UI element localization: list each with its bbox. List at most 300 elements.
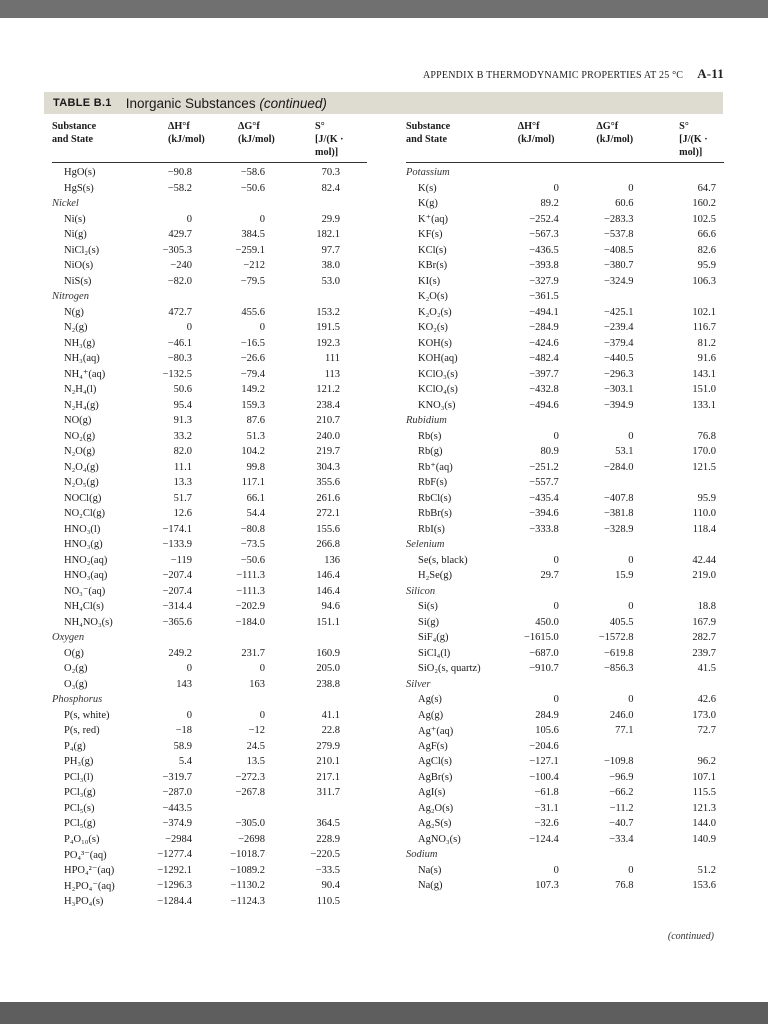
entropy-cell: −33.5 xyxy=(315,864,340,876)
group-label: Phosphorus xyxy=(52,694,103,706)
entropy-cell: 210.7 xyxy=(316,415,340,427)
gibbs-cell: 0 xyxy=(259,709,265,721)
gibbs-cell: −2698 xyxy=(238,833,265,845)
table-row xyxy=(52,506,367,522)
entropy-cell: 219.0 xyxy=(692,570,716,582)
enthalpy-cell: 12.6 xyxy=(173,508,192,520)
gibbs-cell: −259.1 xyxy=(235,244,265,256)
entropy-cell: 182.1 xyxy=(316,229,340,241)
group-label: Nickel xyxy=(52,198,79,210)
table-group-heading xyxy=(52,692,367,708)
gibbs-cell: −272.3 xyxy=(235,771,265,783)
entropy-cell: 170.0 xyxy=(692,446,716,458)
table-group-heading xyxy=(406,537,724,553)
enthalpy-cell: 143 xyxy=(176,678,192,690)
substance-cell: RbI(s) xyxy=(418,523,445,535)
substance-cell: KNO₃(s) xyxy=(418,399,456,411)
table-header-left xyxy=(52,120,367,162)
table-row xyxy=(406,475,724,491)
entropy-cell: 146.4 xyxy=(316,585,340,597)
substance-cell: Na(g) xyxy=(418,880,443,892)
entropy-cell: 22.8 xyxy=(321,725,340,737)
substance-cell: Na(s) xyxy=(418,864,442,876)
substance-cell: SiCl₄(l) xyxy=(418,647,451,659)
entropy-cell: 94.6 xyxy=(321,601,340,613)
entropy-cell: 97.7 xyxy=(321,244,340,256)
table-row xyxy=(406,429,724,445)
substance-cell: NO(g) xyxy=(64,415,92,427)
entropy-cell: 111 xyxy=(325,353,340,365)
substance-cell: PCl₅(s) xyxy=(64,802,95,814)
table-caption xyxy=(126,96,327,111)
enthalpy-cell: −119 xyxy=(170,554,192,566)
gibbs-cell: 53.1 xyxy=(615,446,634,458)
gibbs-cell: −111.3 xyxy=(236,570,265,582)
table-row xyxy=(406,816,724,832)
gibbs-cell: 51.3 xyxy=(246,430,265,442)
entropy-cell: 272.1 xyxy=(316,508,340,520)
entropy-cell: 95.9 xyxy=(697,260,716,272)
table-row xyxy=(52,832,367,848)
table-row xyxy=(406,646,724,662)
gibbs-cell: −58.6 xyxy=(240,167,265,179)
gibbs-cell: −73.5 xyxy=(240,539,265,551)
group-label: Potassium xyxy=(406,167,450,179)
entropy-cell: 160.9 xyxy=(316,647,340,659)
substance-cell: NiO(s) xyxy=(64,260,94,272)
group-label: Silver xyxy=(406,678,431,690)
table-row xyxy=(406,491,724,507)
entropy-cell: 42.44 xyxy=(692,554,716,566)
entropy-cell: 261.6 xyxy=(316,492,340,504)
enthalpy-cell: −393.8 xyxy=(529,260,559,272)
table-row xyxy=(52,599,367,615)
table-row xyxy=(52,739,367,755)
header-entropy: S° [J/(K · mol)] xyxy=(315,121,344,158)
gibbs-cell: −33.4 xyxy=(609,833,634,845)
running-head-text: APPENDIX B THERMODYNAMIC PROPERTIES AT 25 °C xyxy=(422,70,684,81)
enthalpy-cell: 29.7 xyxy=(540,570,559,582)
entropy-cell: 38.0 xyxy=(321,260,340,272)
enthalpy-cell: −319.7 xyxy=(162,771,192,783)
enthalpy-cell: 5.4 xyxy=(178,756,192,768)
entropy-cell: 364.5 xyxy=(316,818,340,830)
table-row xyxy=(406,692,724,708)
gibbs-cell: −202.9 xyxy=(235,601,265,613)
table-row xyxy=(406,801,724,817)
enthalpy-cell: 429.7 xyxy=(168,229,192,241)
substance-cell: KClO₄(s) xyxy=(418,384,458,396)
substance-cell: NOCl(g) xyxy=(64,492,102,504)
table-row xyxy=(52,661,367,677)
table-column-right xyxy=(406,120,724,894)
gibbs-cell: −324.9 xyxy=(603,275,634,287)
enthalpy-cell: −284.9 xyxy=(529,322,559,334)
substance-cell: NiS(s) xyxy=(64,275,92,287)
table-row xyxy=(52,568,367,584)
enthalpy-cell: −314.4 xyxy=(162,601,192,613)
enthalpy-cell: −494.6 xyxy=(529,399,559,411)
substance-cell: NH₃(g) xyxy=(64,337,96,349)
table-row xyxy=(52,181,367,197)
gibbs-cell: −212 xyxy=(243,260,265,272)
gibbs-cell: −184.0 xyxy=(235,616,265,628)
table-row xyxy=(406,351,724,367)
substance-cell: N₂H₄(l) xyxy=(64,384,97,396)
entropy-cell: 41.1 xyxy=(321,709,340,721)
table-row xyxy=(406,708,724,724)
entropy-cell: 96.2 xyxy=(697,756,716,768)
entropy-cell: 279.9 xyxy=(316,740,340,752)
gibbs-cell: −1124.3 xyxy=(230,895,265,907)
table-row xyxy=(406,227,724,243)
substance-cell: K₂O₂(s) xyxy=(418,306,452,318)
entropy-cell: 102.5 xyxy=(692,213,716,225)
enthalpy-cell: −557.7 xyxy=(529,477,559,489)
group-label: Oxygen xyxy=(52,632,85,644)
enthalpy-cell: −1615.0 xyxy=(524,632,559,644)
entropy-cell: 219.7 xyxy=(316,446,340,458)
enthalpy-cell: −80.3 xyxy=(167,353,192,365)
substance-cell: KI(s) xyxy=(418,275,441,287)
table-row xyxy=(52,382,367,398)
top-frame xyxy=(0,0,768,18)
substance-cell: Se(s, black) xyxy=(418,554,468,566)
entropy-cell: 53.0 xyxy=(321,275,340,287)
gibbs-cell: −394.9 xyxy=(603,399,634,411)
enthalpy-cell: −207.4 xyxy=(162,585,192,597)
enthalpy-cell: 0 xyxy=(553,601,559,613)
enthalpy-cell: 0 xyxy=(186,322,192,334)
enthalpy-cell: −435.4 xyxy=(529,492,559,504)
table-body-left xyxy=(52,165,367,909)
enthalpy-cell: −443.5 xyxy=(162,802,192,814)
enthalpy-cell: −82.0 xyxy=(167,275,192,287)
table-row xyxy=(406,723,724,739)
enthalpy-cell: 0 xyxy=(186,213,192,225)
entropy-cell: 217.1 xyxy=(316,771,340,783)
table-row xyxy=(406,754,724,770)
substance-cell: KCl(s) xyxy=(418,244,447,256)
table-row xyxy=(52,584,367,600)
entropy-cell: 228.9 xyxy=(316,833,340,845)
enthalpy-cell: 91.3 xyxy=(173,415,192,427)
enthalpy-cell: 107.3 xyxy=(535,880,559,892)
gibbs-cell: 246.0 xyxy=(609,709,634,721)
enthalpy-cell: −1296.3 xyxy=(157,880,192,892)
gibbs-cell: −407.8 xyxy=(603,492,634,504)
enthalpy-cell: −174.1 xyxy=(162,523,192,535)
enthalpy-cell: −46.1 xyxy=(167,337,192,349)
enthalpy-cell: −1292.1 xyxy=(157,864,192,876)
enthalpy-cell: −327.9 xyxy=(529,275,559,287)
gibbs-cell: 24.5 xyxy=(246,740,265,752)
enthalpy-cell: 33.2 xyxy=(173,430,192,442)
entropy-cell: 115.5 xyxy=(692,787,716,799)
gibbs-cell: 60.6 xyxy=(615,198,634,210)
group-label: Sodium xyxy=(406,849,438,861)
gibbs-cell: −379.4 xyxy=(603,337,634,349)
enthalpy-cell: −333.8 xyxy=(529,523,559,535)
table-caption-main: Inorganic Substances xyxy=(125,95,260,111)
substance-cell: Ag(s) xyxy=(418,694,442,706)
gibbs-cell: −1130.2 xyxy=(230,880,265,892)
substance-cell: Rb(s) xyxy=(418,430,442,442)
table-row xyxy=(52,847,367,863)
gibbs-cell: −305.0 xyxy=(235,818,265,830)
substance-cell: Rb⁺(aq) xyxy=(418,462,453,474)
table-row xyxy=(406,444,724,460)
substance-cell: Ag⁺(aq) xyxy=(418,725,454,737)
table-row xyxy=(52,212,367,228)
table-group-heading xyxy=(406,847,724,863)
gibbs-cell: −537.8 xyxy=(603,229,634,241)
substance-cell: N₂O₅(g) xyxy=(64,477,99,489)
table-row xyxy=(406,522,724,538)
header-substance: Substance and State xyxy=(52,121,97,145)
table-row xyxy=(52,553,367,569)
enthalpy-cell: −482.4 xyxy=(529,353,559,365)
table-row xyxy=(406,305,724,321)
group-label: Rubidium xyxy=(406,415,447,427)
enthalpy-cell: −305.3 xyxy=(162,244,192,256)
entropy-cell: −220.5 xyxy=(310,849,340,861)
substance-cell: AgNO₃(s) xyxy=(418,833,461,845)
enthalpy-cell: 0 xyxy=(186,663,192,675)
substance-cell: NO₃⁻(aq) xyxy=(64,586,106,598)
substance-cell: AgI(s) xyxy=(418,787,446,799)
gibbs-cell: −12 xyxy=(248,725,265,737)
enthalpy-cell: −127.1 xyxy=(529,756,559,768)
gibbs-cell: 0 xyxy=(628,864,634,876)
table-row xyxy=(52,878,367,894)
table-caption-continued: (continued) xyxy=(259,95,327,111)
gibbs-cell: −425.1 xyxy=(603,306,634,318)
enthalpy-cell: −424.6 xyxy=(529,337,559,349)
entropy-cell: 113 xyxy=(324,368,340,380)
enthalpy-cell: −374.9 xyxy=(162,818,192,830)
substance-cell: Ni(g) xyxy=(64,229,87,241)
gibbs-cell: −619.8 xyxy=(603,647,634,659)
substance-cell: RbCl(s) xyxy=(418,492,452,504)
enthalpy-cell: −31.1 xyxy=(534,802,559,814)
gibbs-cell: 13.5 xyxy=(246,756,265,768)
substance-cell: Ag(g) xyxy=(418,709,444,721)
enthalpy-cell: −910.7 xyxy=(529,663,559,675)
substance-cell: P₄O₁₀(s) xyxy=(64,833,100,845)
table-row xyxy=(52,274,367,290)
enthalpy-cell: −32.6 xyxy=(534,818,559,830)
enthalpy-cell: 11.1 xyxy=(174,461,192,473)
substance-cell: Si(g) xyxy=(418,616,439,628)
gibbs-cell: −40.7 xyxy=(609,818,634,830)
header-entropy: S° [J/(K · mol)] xyxy=(679,121,708,158)
substance-cell: HNO₃(aq) xyxy=(64,570,108,582)
table-row xyxy=(52,429,367,445)
table-row xyxy=(406,212,724,228)
gibbs-cell: 77.1 xyxy=(615,725,634,737)
table-row xyxy=(406,274,724,290)
entropy-cell: 173.0 xyxy=(692,709,716,721)
substance-cell: AgBr(s) xyxy=(418,771,453,783)
table-row xyxy=(406,615,724,631)
table-row xyxy=(406,367,724,383)
gibbs-cell: 66.1 xyxy=(246,492,265,504)
table-row xyxy=(52,460,367,476)
gibbs-cell: 99.8 xyxy=(246,461,265,473)
substance-cell: N₂(g) xyxy=(64,322,88,334)
entropy-cell: 41.5 xyxy=(697,663,716,675)
table-group-heading xyxy=(52,196,367,212)
enthalpy-cell: 13.3 xyxy=(173,477,192,489)
substance-cell: N₂H₄(g) xyxy=(64,399,99,411)
enthalpy-cell: 0 xyxy=(553,694,559,706)
substance-cell: HNO₂(aq) xyxy=(64,554,108,566)
gibbs-cell: 15.9 xyxy=(615,570,634,582)
table-row xyxy=(52,863,367,879)
gibbs-cell: −267.8 xyxy=(235,787,265,799)
table-row xyxy=(52,708,367,724)
table-row xyxy=(52,398,367,414)
enthalpy-cell: 89.2 xyxy=(540,198,559,210)
substance-cell: KBr(s) xyxy=(418,260,448,272)
entropy-cell: 42.6 xyxy=(697,694,716,706)
substance-cell: HNO₃(g) xyxy=(64,539,103,551)
entropy-cell: 81.2 xyxy=(697,337,716,349)
substance-cell: HgO(s) xyxy=(64,167,96,179)
enthalpy-cell: −251.2 xyxy=(529,461,559,473)
gibbs-cell: −96.9 xyxy=(609,771,634,783)
table-row xyxy=(52,413,367,429)
substance-cell: K(s) xyxy=(418,182,437,194)
entropy-cell: 304.3 xyxy=(316,461,340,473)
table-row xyxy=(406,739,724,755)
table-row xyxy=(52,723,367,739)
entropy-cell: 106.3 xyxy=(692,275,716,287)
gibbs-cell: −284.0 xyxy=(603,461,634,473)
enthalpy-cell: 249.2 xyxy=(168,647,192,659)
enthalpy-cell: 0 xyxy=(553,554,559,566)
table-group-heading xyxy=(52,630,367,646)
table-row xyxy=(52,367,367,383)
substance-cell: P(s, white) xyxy=(64,709,110,721)
gibbs-cell: −1572.8 xyxy=(598,632,634,644)
table-row xyxy=(52,491,367,507)
table-row xyxy=(406,770,724,786)
table-row xyxy=(406,661,724,677)
enthalpy-cell: −124.4 xyxy=(529,833,559,845)
enthalpy-cell: −432.8 xyxy=(529,384,559,396)
substance-cell: K(g) xyxy=(418,198,438,210)
substance-cell: P₄(g) xyxy=(64,740,86,752)
gibbs-cell: −50.6 xyxy=(240,554,265,566)
entropy-cell: 191.5 xyxy=(316,322,340,334)
substance-cell: K₂O(s) xyxy=(418,291,448,303)
entropy-cell: 140.9 xyxy=(692,833,716,845)
running-head xyxy=(423,66,724,82)
entropy-cell: 144.0 xyxy=(692,818,716,830)
substance-cell: NiCl₂(s) xyxy=(64,244,100,256)
table-row xyxy=(406,320,724,336)
table-row xyxy=(406,599,724,615)
enthalpy-cell: −90.8 xyxy=(167,167,192,179)
substance-cell: NO₂(g) xyxy=(64,430,96,442)
gibbs-cell: −79.5 xyxy=(240,275,265,287)
substance-cell: SiO₂(s, quartz) xyxy=(418,663,481,675)
entropy-cell: 151.0 xyxy=(692,384,716,396)
gibbs-cell: −1089.2 xyxy=(230,864,265,876)
gibbs-cell: 0 xyxy=(628,601,634,613)
gibbs-cell: 163 xyxy=(249,678,265,690)
enthalpy-cell: −204.6 xyxy=(529,740,559,752)
entropy-cell: 238.4 xyxy=(316,399,340,411)
table-row xyxy=(406,630,724,646)
table-row xyxy=(52,475,367,491)
gibbs-cell: 0 xyxy=(259,322,265,334)
substance-cell: AgF(s) xyxy=(418,740,448,752)
entropy-cell: 110.0 xyxy=(692,508,716,520)
header-rule xyxy=(406,162,724,163)
table-row xyxy=(52,754,367,770)
enthalpy-cell: −2984 xyxy=(165,833,192,845)
substance-cell: H₃PO₄(s) xyxy=(64,895,104,907)
entropy-cell: 121.3 xyxy=(692,802,716,814)
enthalpy-cell: −240 xyxy=(170,260,192,272)
enthalpy-cell: 472.7 xyxy=(168,306,192,318)
gibbs-cell: −296.3 xyxy=(603,368,634,380)
entropy-cell: 82.6 xyxy=(697,244,716,256)
gibbs-cell: 54.4 xyxy=(246,508,265,520)
table-row xyxy=(406,398,724,414)
table-label: TABLE B.1 xyxy=(53,97,112,109)
substance-cell: PCl₃(l) xyxy=(64,771,94,783)
enthalpy-cell: −1284.4 xyxy=(157,895,192,907)
enthalpy-cell: −567.3 xyxy=(529,229,559,241)
entropy-cell: 95.9 xyxy=(697,492,716,504)
gibbs-cell: 231.7 xyxy=(241,647,265,659)
substance-cell: KO₂(s) xyxy=(418,322,448,334)
entropy-cell: 110.5 xyxy=(316,895,340,907)
substance-cell: KClO₃(s) xyxy=(418,368,458,380)
substance-cell: H₂Se(g) xyxy=(418,570,452,582)
substance-cell: Ag₂S(s) xyxy=(418,818,452,830)
entropy-cell: 160.2 xyxy=(692,198,716,210)
substance-cell: KOH(aq) xyxy=(418,353,458,365)
gibbs-cell: 455.6 xyxy=(241,306,265,318)
gibbs-cell: 117.1 xyxy=(241,477,265,489)
substance-cell: Ag₂O(s) xyxy=(418,802,454,814)
entropy-cell: 51.2 xyxy=(697,864,716,876)
enthalpy-cell: −287.0 xyxy=(162,787,192,799)
table-title-bar xyxy=(44,92,723,114)
substance-cell: O₂(g) xyxy=(64,663,88,675)
table-row xyxy=(406,568,724,584)
table-row xyxy=(406,258,724,274)
substance-cell: HPO₄²⁻(aq) xyxy=(64,865,115,877)
substance-cell: N(g) xyxy=(64,306,84,318)
table-row xyxy=(406,243,724,259)
enthalpy-cell: 51.7 xyxy=(173,492,192,504)
table-row xyxy=(406,289,724,305)
gibbs-cell: −109.8 xyxy=(603,756,634,768)
gibbs-cell: 0 xyxy=(259,213,265,225)
gibbs-cell: 0 xyxy=(628,694,634,706)
document-page xyxy=(0,18,768,1002)
enthalpy-cell: −58.2 xyxy=(167,182,192,194)
entropy-cell: 76.8 xyxy=(697,430,716,442)
substance-cell: AgCl(s) xyxy=(418,756,452,768)
entropy-cell: 238.8 xyxy=(316,678,340,690)
